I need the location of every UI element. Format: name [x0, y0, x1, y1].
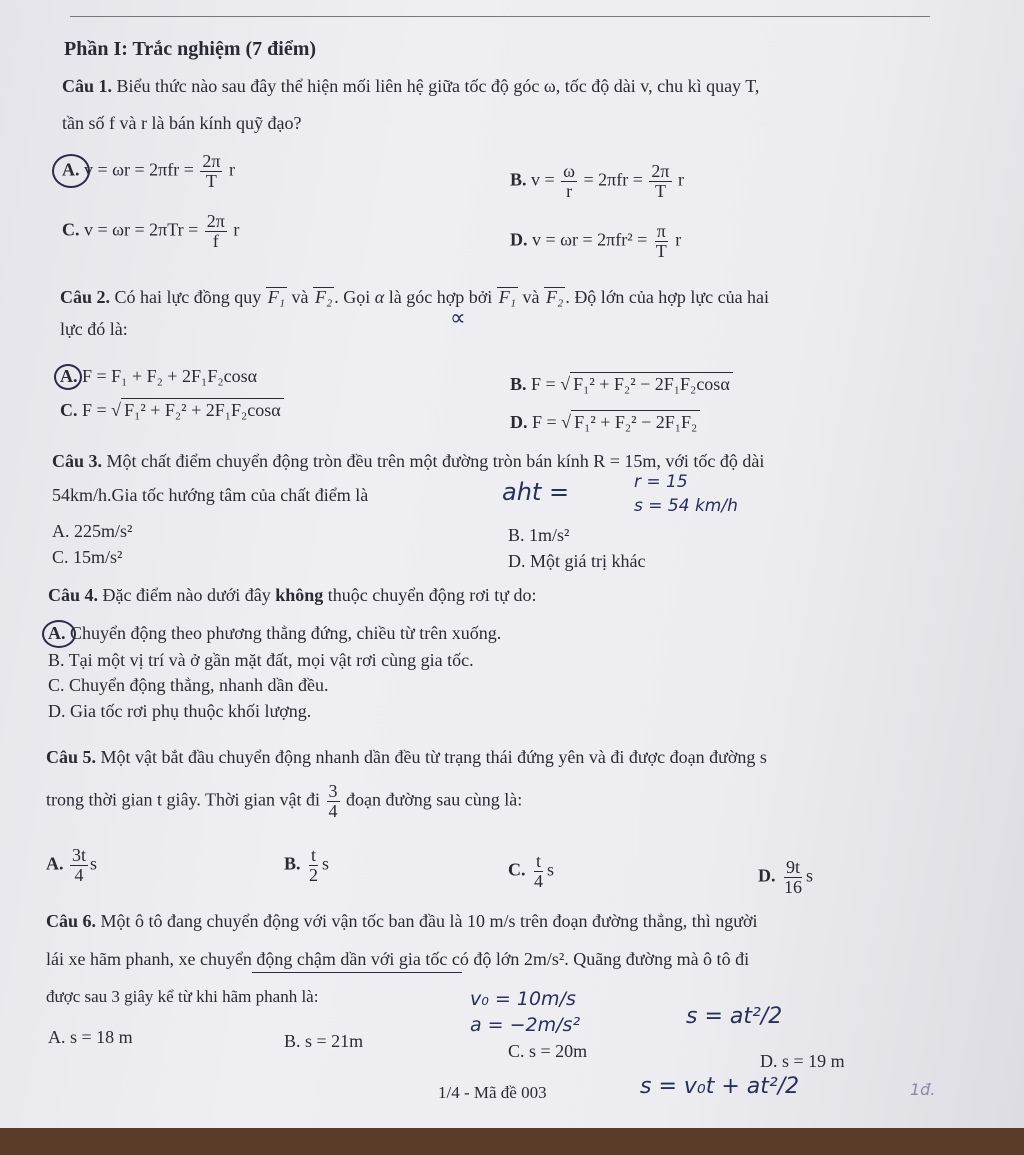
q2-c-rad: F₁² + F₂² + 2F₁F₂cosα: [121, 398, 284, 421]
q2-a-expr: F = F₁ + F₂ + 2F₁F₂cosα: [82, 366, 258, 386]
q2-option-a[interactable]: [60, 365, 257, 387]
hw-s54: s = 54 km/h: [634, 496, 738, 516]
q6-line1: [46, 910, 757, 932]
q1-a-end: r: [228, 159, 235, 180]
q1-a-letter: A.: [62, 159, 80, 180]
q4-option-c[interactable]: C. Chuyển động thẳng, nhanh dần đều.: [48, 675, 329, 695]
q3-text1: Một chất điểm chuyển động tròn đều trên một đường tròn bán kính R = 15m, với tốc độ dài: [106, 451, 765, 471]
q3-label: Câu 3.: [52, 451, 103, 471]
q2-vec-f1: F₁: [267, 287, 286, 307]
q2-b-letter: B.: [510, 374, 527, 394]
hw-s-at2: s = at²/2: [686, 1004, 783, 1029]
q5-a-unit: s: [90, 853, 98, 874]
q2-d-letter: D.: [510, 412, 528, 432]
hw-v0: v₀ = 10m/s: [470, 988, 576, 1010]
q6-option-b[interactable]: B. s = 21m: [284, 1031, 364, 1051]
q2-option-c[interactable]: C. F = √ F₁² + F₂² + 2F₁F₂cosα: [60, 398, 284, 421]
q5-line2: [46, 782, 522, 821]
q2-b-pre: F =: [531, 374, 556, 394]
q5-b-letter: B.: [284, 853, 301, 874]
q3-text2: 54km/h.Gia tốc hướng tâm của chất điểm là: [52, 485, 369, 505]
q1-d-num: π: [656, 221, 666, 241]
q5-a-num: 3t: [72, 845, 87, 865]
q1-label: Câu 1.: [62, 76, 113, 96]
q5-b-num: t: [311, 845, 317, 865]
q5-text2a: trong thời gian t giây. Thời gian vật đi: [46, 789, 320, 810]
hw-tick: 1đ.: [910, 1080, 936, 1099]
q3-option-b[interactable]: B. 1m/s²: [508, 525, 570, 545]
q1-a-frac: [200, 152, 222, 191]
q2-b-rad: F₁² + F₂² − 2F₁F₂cosα: [570, 372, 733, 395]
q1-b-den1: r: [566, 181, 573, 201]
q1-a-expr: v = ωr = 2πfr =: [84, 159, 194, 180]
q6-text1: Một ô tô đang chuyển động với vận tốc ban đầu là 10 m/s trên đoạn đường thẳng, thì người: [100, 911, 758, 931]
q1-option-c[interactable]: [62, 212, 239, 251]
q6-option-d[interactable]: D. s = 19 m: [760, 1051, 845, 1071]
q1-b-num1: ω: [563, 161, 576, 181]
q1-d-letter: D.: [510, 229, 528, 250]
q5-c-letter: C.: [508, 859, 526, 880]
q4-option-b[interactable]: B. Tại một vị trí và ở gần mặt đất, mọi vật rơi cùng gia tốc.: [48, 650, 474, 670]
q1-text1: Biểu thức nào sau đây thể hiện mối liên hệ giữa tốc độ góc ω, tốc độ dài v, chu kì quay T,: [116, 76, 760, 96]
q2-text2: lực đó là:: [60, 319, 128, 339]
q5-b-den: 2: [309, 865, 319, 885]
q2-text1a: Có hai lực đồng quy: [114, 287, 262, 307]
hw-a: a = −2m/s²: [470, 1014, 581, 1036]
q2-a-letter: A.: [60, 366, 78, 386]
q3-line1: [52, 450, 764, 472]
q2-c-letter: C.: [60, 400, 78, 420]
q5-label: Câu 5.: [46, 747, 97, 767]
q2-text1c: là góc hợp bởi: [388, 287, 493, 307]
q5-d-letter: D.: [758, 865, 776, 886]
q4-a-text: Chuyển động theo phương thẳng đứng, chiều từ trên xuống.: [70, 623, 502, 643]
q1-c-letter: C.: [62, 219, 80, 240]
q1-b-frac2: [649, 162, 671, 201]
q2-d-pre: F =: [532, 412, 557, 432]
q1-c-expr: v = ωr = 2πTr =: [84, 219, 199, 240]
q1-b-letter: B.: [510, 169, 527, 190]
q2-text1b: . Gọi: [334, 287, 371, 307]
q6-text3: được sau 3 giây kể từ khi hãm phanh là:: [46, 987, 319, 1006]
q1-d-expr: v = ωr = 2πfr² =: [532, 229, 648, 250]
q3-option-a[interactable]: A. 225m/s²: [52, 521, 133, 541]
q5-text2b: đoạn đường sau cùng là:: [346, 789, 523, 810]
hw-r15: r = 15: [634, 472, 688, 492]
q1-b-num2: 2π: [651, 161, 670, 181]
q4-a-letter: A.: [48, 623, 66, 643]
q1-c-den: f: [212, 231, 219, 251]
page-footer: 1/4 - Mã đề 003: [438, 1083, 547, 1102]
q1-c-frac: [205, 212, 227, 251]
q6-underline: [252, 972, 462, 973]
q5-option-a[interactable]: [46, 846, 97, 885]
q6-label: Câu 6.: [46, 911, 97, 931]
q4-text-a: Đặc điểm nào dưới đây: [102, 585, 271, 605]
q5-option-b[interactable]: [284, 846, 329, 885]
q2-and-2: và: [522, 287, 540, 307]
q2-c-pre: F =: [82, 400, 107, 420]
q2-vec-f1-b: F₁: [498, 287, 517, 307]
q5-b-unit: s: [322, 853, 330, 874]
q4-text-bold: không: [275, 585, 324, 605]
q2-option-b[interactable]: B. F = √ F₁² + F₂² − 2F₁F₂cosα: [510, 372, 733, 395]
q5-c-den: 4: [534, 871, 543, 891]
q1-line1: [62, 75, 759, 97]
q2-text1d: . Độ lớn của hợp lực của hai: [565, 287, 770, 307]
q2-alpha: α: [374, 287, 385, 307]
q2-option-d[interactable]: D. F = √ F₁² + F₂² − 2F₁F₂: [510, 410, 700, 433]
q5-c-num: t: [535, 851, 541, 871]
table-surface: [0, 1128, 1024, 1155]
section-title: Phần I: Trắc nghiệm (7 điểm): [64, 38, 317, 60]
q5-c-frac: [532, 852, 545, 891]
q5-d-frac: [782, 858, 804, 897]
q2-vec-f2-b: F₂: [546, 287, 564, 307]
q1-a-num: 2π: [202, 151, 221, 171]
q4-option-d[interactable]: D. Gia tốc rơi phụ thuộc khối lượng.: [48, 701, 312, 721]
q1-a-den: T: [205, 171, 217, 191]
q2-and-1: và: [291, 287, 309, 307]
q5-frac: [327, 782, 340, 821]
q5-line1: [46, 746, 767, 768]
q2-label: Câu 2.: [60, 287, 111, 307]
q5-b-frac: [307, 846, 320, 885]
q5-a-den: 4: [74, 865, 84, 885]
q2-d-rad: F₁² + F₂² − 2F₁F₂: [571, 410, 700, 433]
q5-option-d[interactable]: [758, 858, 813, 897]
q5-text1: Một vật bắt đầu chuyển động nhanh dần đều từ trạng thái đứng yên và đi được đoạn đường s: [100, 747, 767, 767]
q1-c-end: r: [233, 219, 240, 240]
q1-d-den: T: [655, 241, 667, 261]
q5-c-unit: s: [547, 859, 555, 880]
q1-c-num: 2π: [206, 211, 225, 231]
q1-d-frac: [654, 222, 669, 261]
q1-d-end: r: [675, 229, 682, 250]
q6-text2: lái xe hãm phanh, xe chuyển động chậm dần với gia tốc có độ lớn 2m/s². Quãng đường mà ô tô đi: [46, 949, 750, 969]
q1-option-d[interactable]: [510, 222, 681, 261]
q1-b-mid: = 2πfr =: [583, 169, 643, 190]
q1-b-den2: T: [654, 181, 666, 201]
q6-option-a[interactable]: A. s = 18 m: [48, 1027, 133, 1047]
q5-d-den: 16: [784, 877, 802, 897]
q5-d-num: 9t: [785, 857, 800, 877]
q1-b-pre: v =: [531, 169, 555, 190]
q6-option-c[interactable]: C. s = 20m: [508, 1041, 588, 1061]
q5-d-unit: s: [806, 865, 814, 886]
hw-s-formula: s = v₀t + at²/2: [640, 1074, 800, 1099]
q5-frac-den: 4: [328, 801, 338, 821]
q2-line1: [60, 286, 769, 308]
q1-option-b[interactable]: [510, 162, 684, 201]
q4-option-a[interactable]: [48, 622, 501, 644]
q4-line1: [48, 584, 537, 606]
q5-frac-num: 3: [328, 781, 338, 801]
q1-option-a[interactable]: [62, 152, 235, 191]
q1-b-frac1: [561, 162, 577, 201]
top-rule: [70, 16, 930, 17]
q1-b-end: r: [678, 169, 685, 190]
q2-vec-f2: F₂: [315, 287, 333, 307]
q5-a-frac: [70, 846, 88, 885]
q5-a-letter: A.: [46, 853, 64, 874]
q3-option-c[interactable]: C. 15m/s²: [52, 547, 123, 567]
q4-label: Câu 4.: [48, 585, 99, 605]
q1-text2: tần số f và r là bán kính quỹ đạo?: [62, 113, 302, 133]
q4-text-b: thuộc chuyển động rơi tự do:: [327, 585, 537, 605]
hw-alpha-mark: ∝: [450, 306, 466, 331]
hw-aht: aht =: [502, 478, 570, 506]
q3-option-d[interactable]: D. Một giá trị khác: [508, 551, 646, 571]
q5-option-c[interactable]: [508, 852, 554, 891]
